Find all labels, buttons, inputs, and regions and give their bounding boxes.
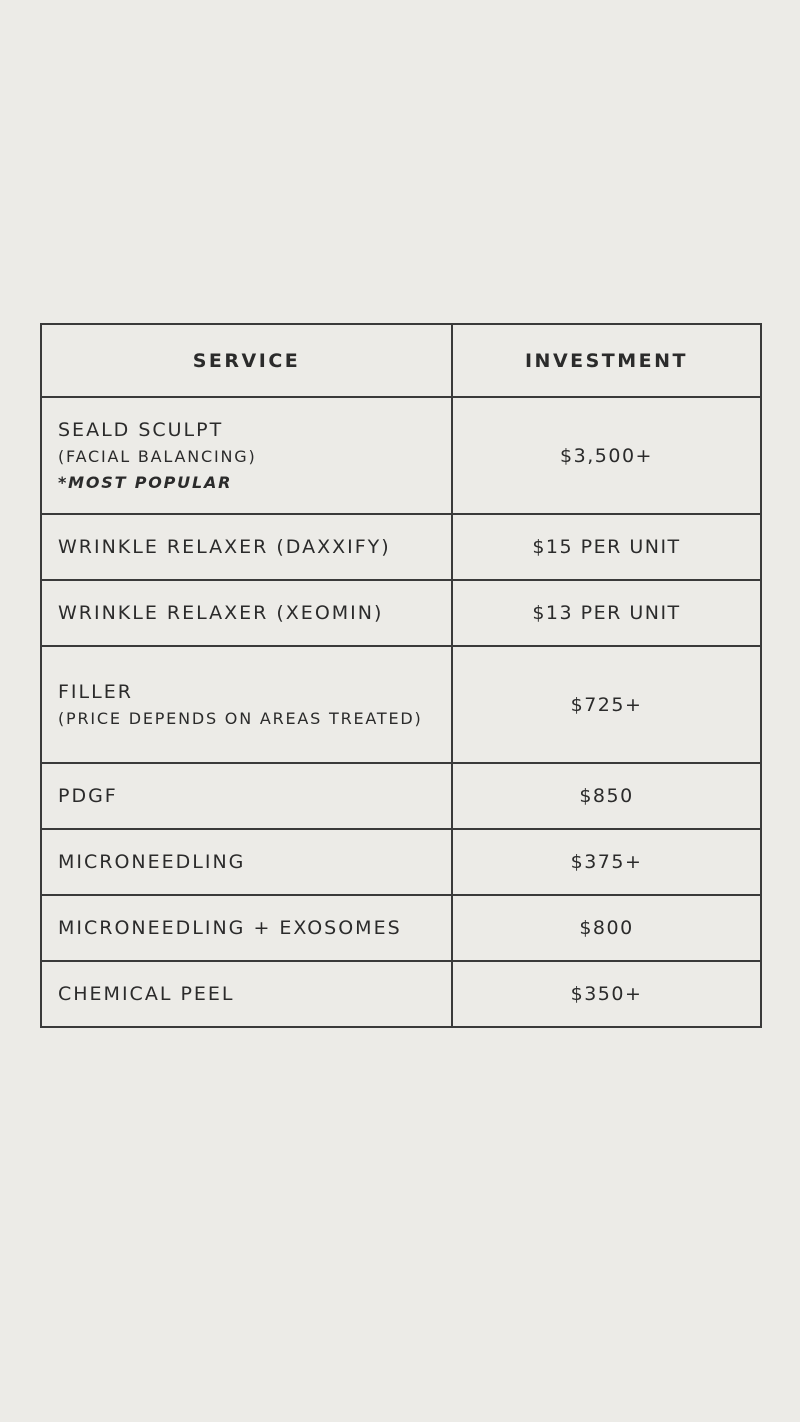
price-cell: $13 PER UNIT xyxy=(452,580,761,646)
table-row xyxy=(41,763,761,829)
table-row xyxy=(41,829,761,895)
pricing-table xyxy=(40,323,762,1028)
price-cell: $375+ xyxy=(452,829,761,895)
service-name: WRINKLE RELAXER (XEOMIN) xyxy=(41,580,452,646)
service-name: MICRONEEDLING + EXOSOMES xyxy=(41,895,452,961)
price-cell: $725+ xyxy=(452,646,761,763)
service-name: PDGF xyxy=(41,763,452,829)
service-name: MICRONEEDLING xyxy=(41,829,452,895)
table-row xyxy=(41,514,761,580)
table-row xyxy=(41,580,761,646)
table-row xyxy=(41,895,761,961)
table-row xyxy=(41,397,761,514)
header-service: SERVICE xyxy=(41,324,452,397)
price-cell: $15 PER UNIT xyxy=(452,514,761,580)
service-subtitle: (PRICE DEPENDS ON AREAS TREATED) xyxy=(58,708,423,728)
table-row xyxy=(41,646,761,763)
service-cell xyxy=(41,646,452,763)
price-cell: $350+ xyxy=(452,961,761,1027)
popular-note: *MOST POPULAR xyxy=(58,472,233,492)
service-name: CHEMICAL PEEL xyxy=(41,961,452,1027)
service-name: FILLER xyxy=(58,680,133,703)
service-cell xyxy=(41,397,452,514)
service-subtitle: (FACIAL BALANCING) xyxy=(58,446,257,466)
header-investment: INVESTMENT xyxy=(452,324,761,397)
price-cell: $800 xyxy=(452,895,761,961)
table-header-row xyxy=(41,324,761,397)
price-cell: $850 xyxy=(452,763,761,829)
service-name: WRINKLE RELAXER (DAXXIFY) xyxy=(41,514,452,580)
table-row xyxy=(41,961,761,1027)
service-name: SEALD SCULPT xyxy=(58,418,224,441)
price-cell: $3,500+ xyxy=(452,397,761,514)
